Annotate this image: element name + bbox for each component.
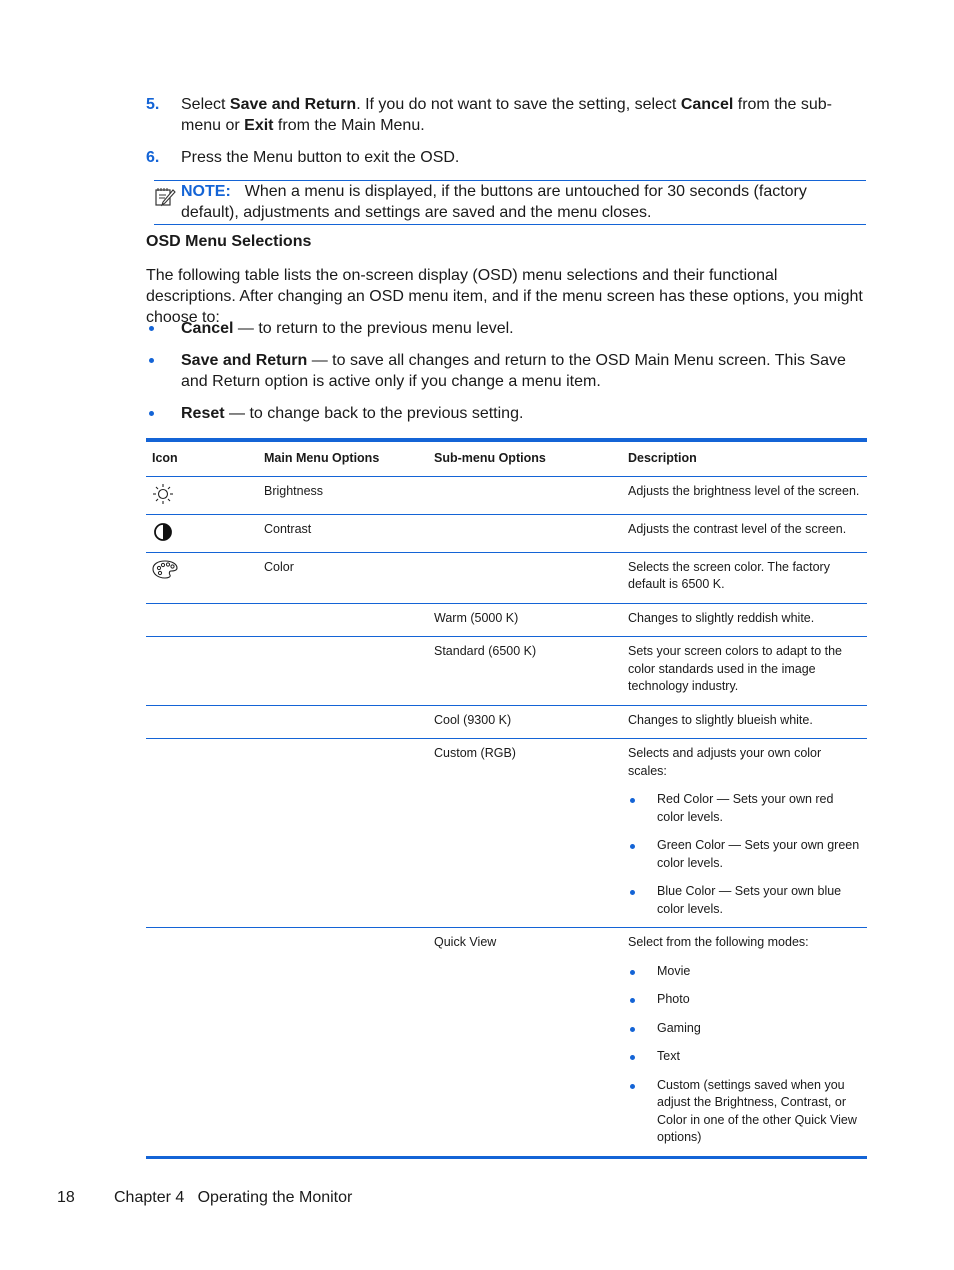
sub-list — [628, 963, 861, 1147]
bullet-cancel: Cancel — to return to the previous menu level. — [146, 318, 851, 339]
main-option — [258, 739, 428, 928]
color-palette-icon — [152, 559, 178, 579]
note-box — [154, 180, 866, 225]
sub-option: Custom (RGB) — [428, 739, 622, 928]
sub-list — [628, 791, 861, 918]
step-6 — [146, 147, 851, 168]
header-main-menu: Main Menu Options — [258, 440, 428, 476]
description: Sets your screen colors to adapt to the color standards used in the image technology industry. — [622, 637, 867, 706]
main-option — [258, 603, 428, 637]
sub-option — [428, 514, 622, 552]
note-label: NOTE: — [181, 183, 231, 200]
step-text: Select Save and Return. If you do not want to save the setting, select Cancel from the sub-menu or Exit from the Main Menu. — [181, 96, 832, 134]
step-5 — [146, 94, 851, 136]
table-row — [146, 476, 867, 514]
header-sub-menu: Sub-menu Options — [428, 440, 622, 476]
description: Selects the screen color. The factory default is 6500 K. — [622, 552, 867, 603]
list-item: Red Color — Sets your own red color levels. — [628, 791, 861, 826]
osd-menu-table — [146, 438, 867, 1159]
main-option — [258, 928, 428, 1158]
sub-option — [428, 476, 622, 514]
list-item: Movie — [628, 963, 861, 981]
sub-option: Standard (6500 K) — [428, 637, 622, 706]
header-icon: Icon — [146, 440, 258, 476]
page-number: 18 — [57, 1189, 75, 1206]
description: Changes to slightly blueish white. — [622, 705, 867, 739]
table-row — [146, 705, 867, 739]
list-item: Text — [628, 1048, 861, 1066]
list-item: Custom (settings saved when you adjust the Brightness, Contrast, or Color in one of the other Quick View options) — [628, 1077, 861, 1147]
list-item: Green Color — Sets your own green color levels. — [628, 837, 861, 872]
table-header-row — [146, 440, 867, 476]
main-option: Brightness — [258, 476, 428, 514]
main-option: Contrast — [258, 514, 428, 552]
step-number: 5. — [146, 96, 160, 113]
step-text: Press the Menu button to exit the OSD. — [181, 149, 460, 166]
section-title: OSD Menu Selections — [146, 233, 312, 250]
description: Selects and adjusts your own color scales: Red Color — Sets your own red color levels. Green Color — Sets your own green color levels. Blue Color — Sets your own blue color levels. — [622, 739, 867, 928]
list-item: Blue Color — Sets your own blue color levels. — [628, 883, 861, 918]
intro-paragraph: The following table lists the on-screen display (OSD) menu selections and their functional descriptions. After changing an OSD menu item, and if the menu screen has these options, you might choose to: — [146, 267, 863, 326]
table-row — [146, 514, 867, 552]
table-row — [146, 603, 867, 637]
contrast-icon — [152, 521, 174, 543]
sub-option — [428, 552, 622, 603]
bullet-reset: Reset — to change back to the previous setting. — [146, 403, 851, 424]
table-row — [146, 739, 867, 928]
main-option — [258, 705, 428, 739]
table-row — [146, 928, 867, 1158]
table-row — [146, 552, 867, 603]
list-item: Photo — [628, 991, 861, 1009]
step-number: 6. — [146, 149, 160, 166]
description: Select from the following modes: Movie Photo Gaming Text Custom (settings saved when you adjust the Brightness, Contrast, or Color in one of the other Quick View options) — [622, 928, 867, 1158]
description: Changes to slightly reddish white. — [622, 603, 867, 637]
sub-option: Quick View — [434, 935, 497, 949]
main-option: Color — [258, 552, 428, 603]
description: Adjusts the brightness level of the screen. — [622, 476, 867, 514]
table-row — [146, 637, 867, 706]
list-item: Gaming — [628, 1020, 861, 1038]
sub-option: Cool (9300 K) — [428, 705, 622, 739]
chapter-title: Chapter 4 Operating the Monitor — [114, 1189, 353, 1206]
bullet-save-and-return: Save and Return — to save all changes and return to the OSD Main Menu screen. This Save and Return option is active only if you change a menu item. — [146, 350, 851, 392]
description: Adjusts the contrast level of the screen. — [622, 514, 867, 552]
main-option — [258, 637, 428, 706]
brightness-icon — [152, 483, 174, 505]
header-description: Description — [622, 440, 867, 476]
sub-option: Warm (5000 K) — [428, 603, 622, 637]
note-icon — [154, 185, 176, 207]
note-text: When a menu is displayed, if the buttons are untouched for 30 seconds (factory default), adjustments and settings are saved and the menu closes. — [181, 183, 807, 221]
